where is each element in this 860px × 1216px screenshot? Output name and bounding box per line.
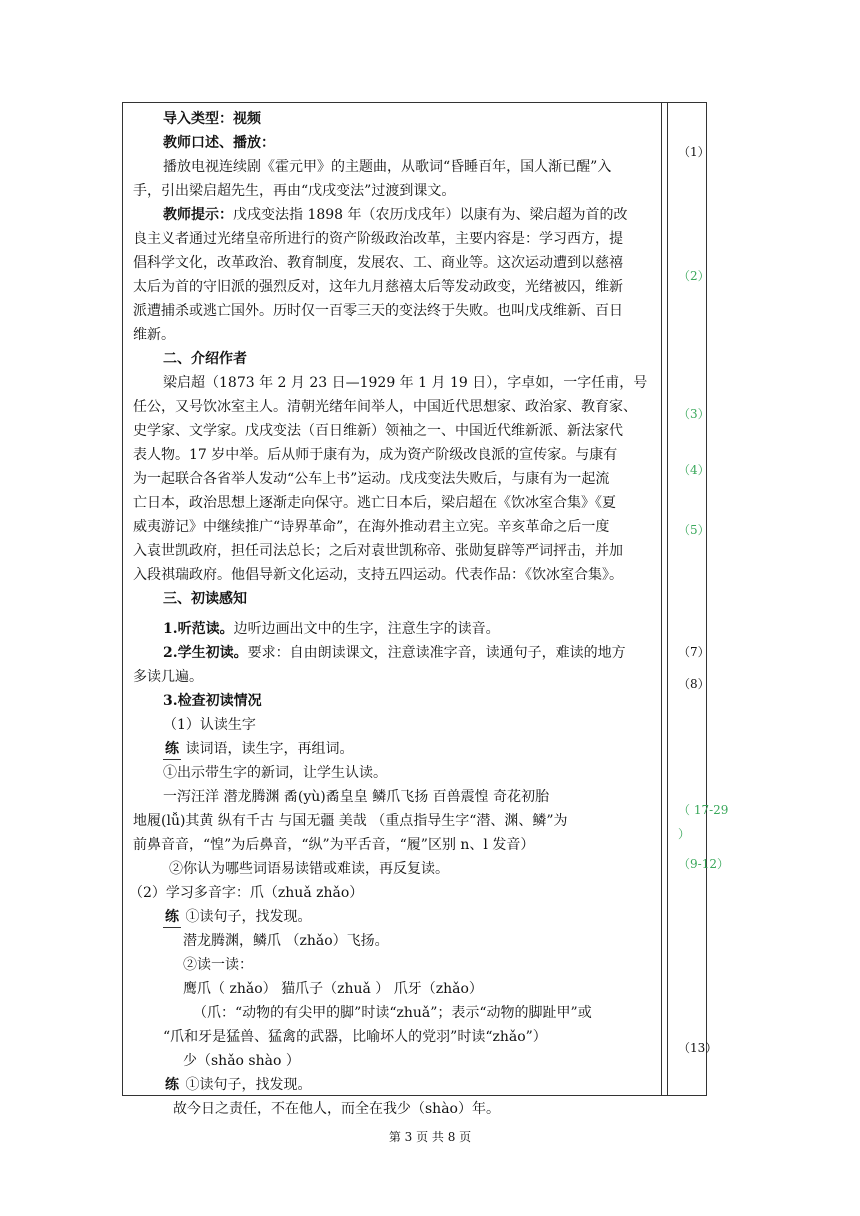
line-text: （1）认读生字 [163, 717, 256, 733]
margin-note: ） [678, 827, 691, 841]
text-line [133, 667, 203, 687]
text-line [133, 493, 616, 513]
line-text: 史学家、文学家。戊戌变法（百日维新）领袖之一、中国近代维新派、新法家代 [133, 423, 623, 439]
text-line [163, 373, 647, 393]
margin-note: （13） [678, 1041, 718, 1055]
text-line [133, 181, 455, 201]
line-text: （2）学习多音字：爪（zhuǎ zhǎo） [129, 885, 364, 901]
line-text: 太后为首的守旧派的强烈反对，这年九月慈禧太后等发动政变，光绪被囚，维新 [133, 279, 623, 295]
line-text: 教师提示： [163, 207, 233, 223]
practice-marker: 练 [163, 739, 181, 760]
line-text: 入段祺瑞政府。他倡导新文化运动，支持五四运动。代表作品：《饮冰室合集》。 [133, 567, 623, 583]
margin-note: （9-12） [678, 857, 729, 871]
line-text-rest: 要求：自由朗读课文，注意读准字音，读通句子，难读的地方 [247, 645, 626, 661]
column-divider [661, 103, 662, 1095]
line-text: 故今日之责任，不在他人，而全在我少（shào）年。 [173, 1101, 500, 1117]
text-line [183, 1051, 300, 1071]
text-line [163, 157, 611, 177]
margin-note: （8） [678, 677, 710, 691]
text-line [163, 739, 353, 760]
text-line [163, 133, 275, 153]
text-line [133, 541, 623, 561]
text-line [163, 589, 247, 609]
line-text: “爪和牙是猛兽、猛禽的武器，比喻坏人的党羽”时读“zhǎo”） [163, 1029, 547, 1045]
text-line [133, 445, 617, 465]
margin-note: （7） [678, 645, 710, 659]
line-text: 2.学生初读。 [163, 645, 248, 661]
margin-note: （ 17-29 [678, 803, 729, 817]
margin-note: （5） [678, 523, 710, 537]
line-text: 一泻汪洋 潜龙腾渊 矞(yù)矞皇皇 鳞爪飞扬 百兽震惶 奇花初胎 [163, 789, 550, 805]
text-line [183, 979, 483, 999]
text-line [133, 517, 609, 537]
practice-marker: 练 [163, 1075, 181, 1096]
text-line [193, 1003, 592, 1023]
text-line [169, 859, 449, 879]
line-text: 3.检查初读情况 [163, 693, 262, 709]
line-text: （爪：“动物的有尖甲的脚”时读“zhuǎ”；表示“动物的脚趾甲”或 [193, 1005, 592, 1021]
text-line [129, 883, 363, 903]
text-line [183, 955, 253, 975]
line-text: 任公，又号饮冰室主人。清朝光绪年间举人，中国近代思想家、政治家、教育家、 [133, 399, 637, 415]
text-line [133, 277, 623, 297]
text-line [163, 619, 500, 639]
text-line [163, 787, 549, 807]
text-line [163, 763, 387, 783]
line-text: 为一起联合各省举人发动“公车上书”运动。戊戌变法失败后，与康有为一起流 [133, 471, 610, 487]
line-text: 1.听范读。 [163, 621, 234, 637]
margin-note: （1） [678, 145, 710, 159]
text-line [163, 1027, 547, 1047]
line-text: ②你认为哪些词语易读错或难读，再反复读。 [169, 861, 449, 877]
line-text: 多读几遍。 [133, 669, 203, 685]
margin-note: （4） [678, 463, 710, 477]
line-text: 派遭捕杀或逃亡国外。历时仅一百零三天的变法终于失败。也叫戊戌维新、百日 [133, 303, 623, 319]
text-line [163, 205, 628, 225]
text-line [133, 835, 534, 855]
line-text-rest: 戊戌变法指 1898 年（农历戊戌年）以康有为、梁启超为首的改 [233, 207, 628, 223]
margin-note: （2） [678, 269, 710, 283]
text-line [133, 229, 623, 249]
text-line [133, 811, 568, 831]
text-line [173, 1099, 500, 1119]
line-text: 读词语，读生字，再组词。 [185, 741, 354, 757]
page-footer: 第 3 页 共 8 页 [388, 1130, 472, 1144]
column-divider-2 [667, 103, 668, 1095]
text-line [133, 421, 623, 441]
text-line [163, 715, 256, 735]
line-text: 表人物。17 岁中举。后从师于康有为，成为资产阶级改良派的宣传家。与康有 [133, 447, 618, 463]
line-text: ①读句子，找发现。 [185, 1077, 312, 1093]
text-line [163, 349, 247, 369]
text-line [163, 109, 261, 129]
lesson-table [122, 102, 729, 1117]
line-text: 梁启超（1873 年 2 月 23 日—1929 年 1 月 19 日），字卓如，一字任甫，号 [163, 375, 648, 391]
line-text: 导入类型：视频 [163, 111, 261, 127]
line-text: ①读句子，找发现。 [185, 909, 312, 925]
text-line [133, 253, 623, 273]
line-text: 鹰爪（ zhǎo） 猫爪子（zhuǎ ） 爪牙（zhǎo） [183, 981, 483, 997]
text-line [183, 931, 389, 951]
line-text: 地履(lǚ)其黄 纵有千古 与国无疆 美哉 （重点指导生字“潜、渊、鳞”为 [133, 813, 568, 829]
line-text: 入袁世凯政府，担任司法总长；之后对袁世凯称帝、张勋复辟等严词抨击，并加 [133, 543, 623, 559]
text-line [133, 325, 175, 345]
line-text: 手，引出梁启超先生，再由“戊戌变法”过渡到课文。 [133, 183, 456, 199]
line-text: 良主义者通过光绪皇帝所进行的资产阶级政治改革，主要内容是：学习西方，提 [133, 231, 623, 247]
line-text: ①出示带生字的新词，让学生认读。 [163, 765, 387, 781]
text-line [133, 469, 609, 489]
line-text: 亡日本，政治思想上逐渐走向保守。逃亡日本后，梁启超在《饮冰室合集》《夏 [133, 495, 616, 511]
text-line [163, 691, 262, 711]
line-text: 倡科学文化，改革政治、教育制度，发展农、工、商业等。这次运动遭到以慈禧 [133, 255, 623, 271]
text-line [133, 397, 637, 417]
line-text-rest: 边听边画出文中的生字，注意生字的读音。 [233, 621, 500, 637]
line-text: 播放电视连续剧《霍元甲》的主题曲，从歌词“昏睡百年，国人渐已醒”入 [163, 159, 612, 175]
line-text: 教师口述、播放： [163, 135, 275, 151]
text-line [163, 907, 311, 928]
line-text: 三、初读感知 [163, 591, 247, 607]
line-text: 威夷游记》中继续推广“诗界革命”，在海外推动君主立宪。辛亥革命之后一度 [133, 519, 610, 535]
line-text: 潜龙腾渊，鳞爪 （zhǎo）飞扬。 [183, 933, 389, 949]
line-text: ②读一读： [183, 957, 253, 973]
text-line [163, 1075, 311, 1096]
practice-marker: 练 [163, 907, 181, 928]
line-text: 前鼻音音，“惶”为后鼻音，“纵”为平舌音，“履”区别 n、l 发音） [133, 837, 535, 853]
text-line [133, 301, 623, 321]
line-text: 二、介绍作者 [163, 351, 247, 367]
line-text: 少（shǎo shào ） [183, 1053, 300, 1069]
text-line [133, 565, 623, 585]
margin-note: （3） [678, 407, 710, 421]
line-text: 维新。 [133, 327, 175, 343]
text-line [163, 643, 626, 663]
